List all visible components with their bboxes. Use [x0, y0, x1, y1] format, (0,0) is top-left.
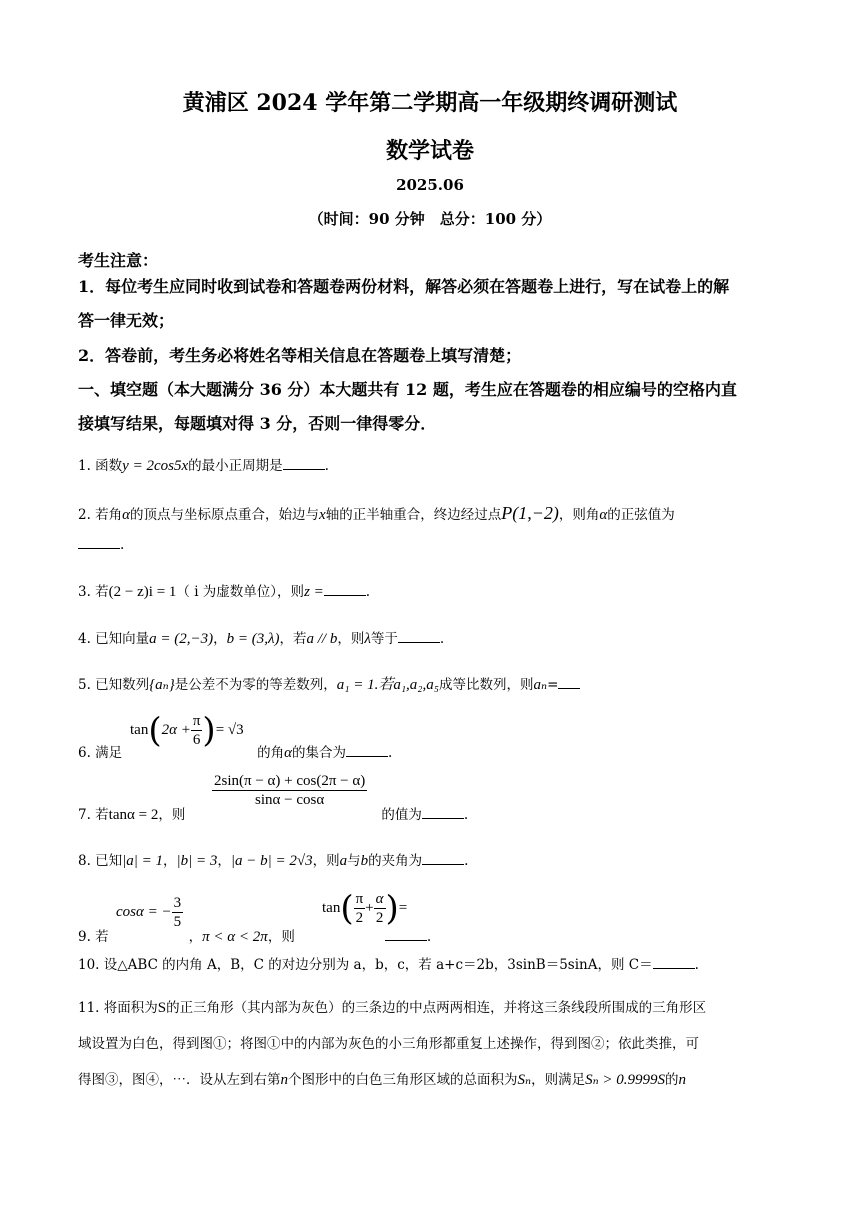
q8-norm-diff: |a − b| = 2√3	[230, 853, 313, 869]
q11-line-2: 域设置为白色，得到图①；将图①中的内部为灰色的小三角形都重复上述操作，得到图②；依此类推，可	[78, 1036, 699, 1052]
q8-norm-b: |b| = 3	[176, 853, 218, 869]
q8-answer-blank	[422, 850, 464, 865]
question-5: 5. 已知数列{aₙ}是公差不为零的等差数列，a₁ = 1.若a₁,a₂,a₅成等比数列，则aₙ=	[78, 670, 783, 700]
q1-expression: y = 2cos5x	[122, 458, 189, 474]
q5-sequence: {aₙ}	[149, 677, 175, 693]
q8-norm-a: |a| = 1	[122, 853, 164, 869]
q10-answer-blank	[653, 954, 695, 969]
q9-tan-expression: tan( $\frac{\pi}{2}$ + $\frac{\alpha}{2}$ )=	[322, 888, 408, 929]
notice-heading: 考生注意：	[78, 251, 159, 270]
question-4: 4. 已知向量a = (2,−3)，b = (3,λ)，若a // b，则λ等于 .	[78, 624, 783, 654]
q10-text: 10. 设△ABC 的内角 A，B，C 的对边分别为 a，b，c，若 a+c＝2b，3sinB＝5sinA，则 C＝	[78, 957, 653, 973]
notice-item-1-line-2: 答一律无效；	[78, 311, 175, 330]
section-1-line-2: 接填写结果，每题填对得 3 分，否则一律得零分．	[78, 414, 437, 433]
q4-condition: a // b	[306, 631, 338, 647]
q9-range: π < α < 2π	[202, 929, 268, 945]
q7-answer-blank	[422, 804, 464, 819]
exam-title: 黄浦区 2024 学年第二学期高一年级期终调研测试	[182, 90, 678, 116]
question-10: 10. 设△ABC 的内角 A，B，C 的对边分别为 a，b，c，若 a+c＝2b，3sinB＝5sinA，则 C＝ .	[78, 950, 783, 980]
section-1-line-1: 一、填空题（本大题满分 36 分）本大题共有 12 题，考生应在答题卷的相应编号的空格内直	[78, 380, 737, 399]
q7-condition: tanα = 2	[108, 807, 159, 823]
q7-fraction: $\frac{2\sin(\pi - \alpha) + \cos(2\pi - \alpha)}{\sin\alpha - \cos\alpha}$	[214, 773, 366, 808]
q9-answer-blank	[385, 926, 427, 941]
notice-item-1	[78, 270, 783, 338]
q2-answer-blank	[78, 534, 120, 549]
q11-line-3: 得图③，图④，⋯．设从左到右第n个图形中的白色三角形区域的总面积为Sₙ，则满足Sₙ > 0.9999S的n	[78, 1072, 687, 1088]
section-1-instructions	[78, 373, 783, 441]
exam-subtitle: 数学试卷	[385, 138, 474, 164]
q1-number: 1. 函数	[78, 458, 123, 474]
q5-condition: a₁ = 1.若a₁,a₂,a₅	[336, 677, 439, 693]
q9-cos-condition: cosα = − $\frac{3}{5}$	[116, 895, 182, 930]
q4-vector-b: b = (3,λ)	[226, 631, 280, 647]
exam-time-info: （时间：90 分钟 总分：100 分）	[308, 210, 552, 228]
q11-condition: Sₙ > 0.9999S	[585, 1072, 666, 1088]
q2-point: P(1,−2)	[501, 503, 559, 523]
q3-answer-blank	[324, 581, 366, 596]
notice-item-1-line-1: 1．每位考生应同时收到试卷和答题卷两份材料，解答必须在答题卷上进行，写在试卷上的解	[78, 277, 730, 296]
q6-expression: tan(2α + $\frac{\pi}{6}$ )= √3	[130, 710, 244, 751]
notice-item-2: 2．答卷前，考生务必将姓名等相关信息在答题卷上填写清楚；	[78, 346, 522, 365]
q5-answer-blank	[558, 674, 580, 689]
q6-answer-blank	[346, 742, 388, 757]
question-2: 2. 若角α的顶点与坐标原点重合，始边与x轴的正半轴重合，终边经过点P(1,−2)，则角α的正弦值为 .	[78, 503, 675, 553]
question-8: 8. 已知|a| = 1，|b| = 3，|a − b| = 2√3，则a与b的夹角为 .	[78, 846, 783, 876]
q4-answer-blank	[398, 628, 440, 643]
q4-vector-a: a = (2,−3)	[149, 631, 214, 647]
question-11	[78, 990, 783, 1098]
q1-text: 的最小正周期是	[188, 458, 283, 474]
question-1: 1. 函数y = 2cos5x的最小正周期是 .	[78, 451, 783, 481]
question-3: 3. 若(2 − z)i = 1（ i 为虚数单位），则z = .	[78, 577, 783, 607]
q3-expression: (2 − z)i = 1	[108, 584, 177, 600]
exam-date: 2025.06	[396, 176, 464, 194]
exam-page: 黄浦区 2024 学年第二学期高一年级期终调研测试 数学试卷 2025.06 （时间：90 分钟 总分：100 分） 考生注意： 1．每位考生应同时收到试卷和答题卷两份材料，解答必须在答题卷上进行，写在试卷上的解 答一律无效； 2．答卷前，考生务必将姓名等相关信息在答题卷上填写清楚； 一、填空题（本大题满分 36 分）本大题共有 12 题，考生应在答题卷的相应编号的空格内直 接填写结果，每题填对得 3 分，否则一律得零分． 1. 函数y = 2cos5x的最小正周期是 . 2. 若角α的顶点与坐标原点重合，始边与x轴的正半轴重合，终边经过点P(1,−2)，则角α的正弦值为 . 3. 若(2 − z)i = 1（ i 为虚数单位），则z = . 4. 已知向量a = (2,−3)，b = (3,λ)，若a // b，则λ等于 . 5. 已知数列{aₙ}是公差不为零的等差数列，a₁ = 1.若a₁,a₂,a₅成等比数列，则aₙ= tan(2α + $\frac{\pi}{6}$ )= √3 6. 满足 的角α的集合为 . $\frac{2\sin(\pi - \alpha) + \cos(2\pi - \alpha)}{\sin\alpha - \cos\alpha}$ 7. 若tanα = 2，则 的值为 . 8. 已知|a| = 1，|b| = 3，|a − b| = 2√3，则a与b的夹角为 . cosα = − $\frac{3}{5}$ tan( $\frac{\pi}{2}$ + $\frac{\alpha}{2}$ )= 9. 若 ，π < α < 2π，则 . 10. 设△ABC 的内角 A，B，C 的对边分别为 a，b，c，若 a+c＝2b，3sinB＝5sinA，则 C＝ . 11. 将面积为S的正三角形（其内部为灰色）的三条边的中点两两相连，并将这三条线段所围成的三角形区 域设置为白色，得到图①；将图①中的内部为灰色的小三角形都重复上述操作，得到图②；依此类推，可 得图③，图④，⋯．设从左到右第n个图形中的白色三角形区域的总面积为Sₙ，则满足Sₙ > 0.9999S的n	[0, 0, 860, 1216]
q11-line-1: 11. 将面积为S的正三角形（其内部为灰色）的三条边的中点两两相连，并将这三条线段所围成的三角形区	[78, 1000, 707, 1016]
q1-answer-blank	[283, 455, 325, 470]
